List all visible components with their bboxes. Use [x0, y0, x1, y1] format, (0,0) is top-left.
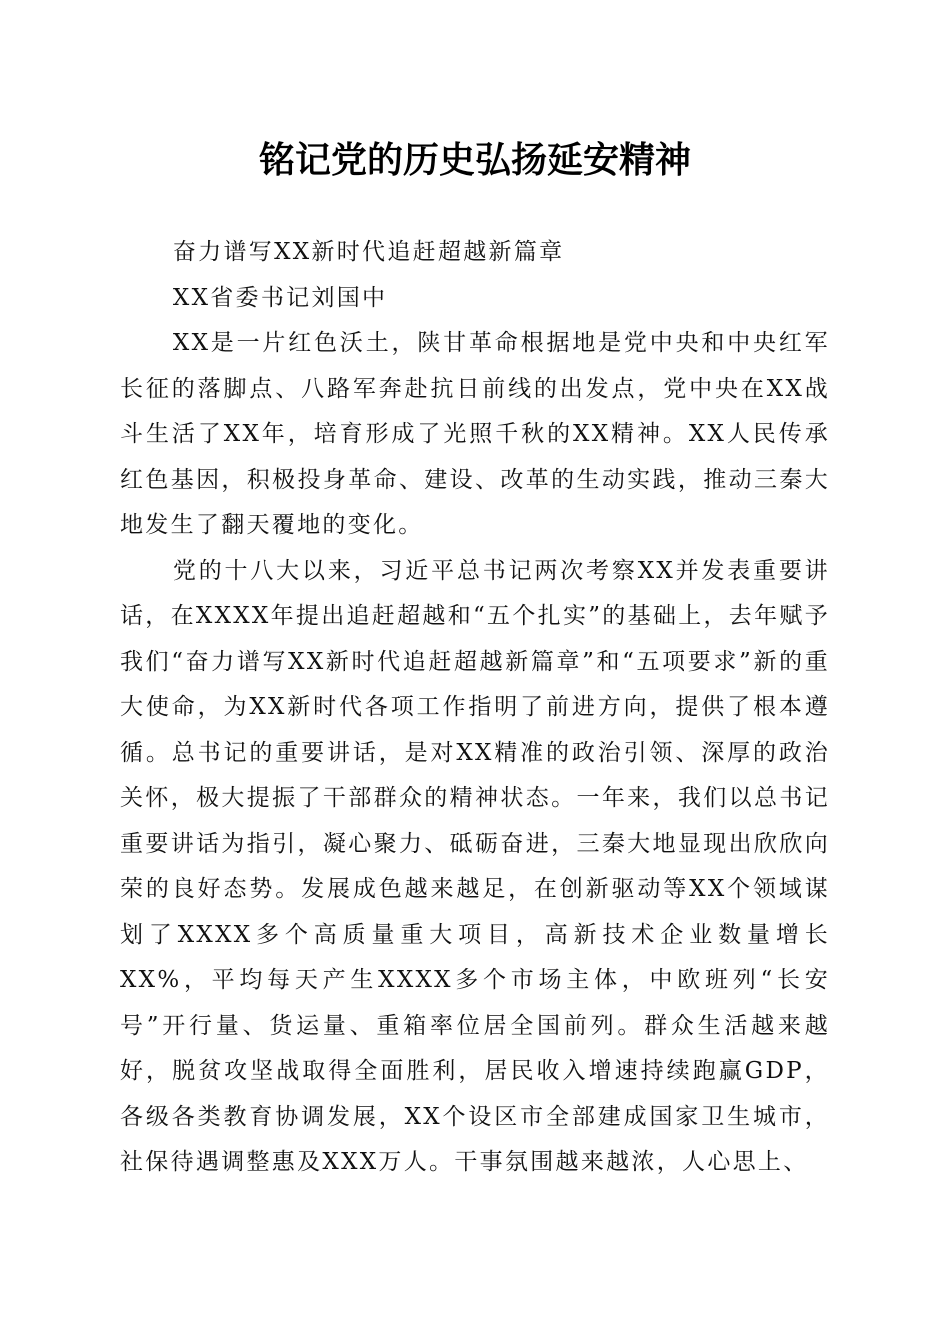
body-paragraph: XX是一片红色沃土，陕甘革命根据地是党中央和中央红军长征的落脚点、八路军奔赴抗日前线的出发点，党中央在XX战斗生活了XX年，培育形成了光照千秋的XX精神。XX人民传承红色基因，积极投身革命、建设、改革的生动实践，推动三秦大地发生了翻天覆地的变化。 — [120, 330, 830, 538]
document-body — [120, 230, 830, 1186]
subtitle-paragraph: 奋力谱写XX新时代追赶超越新篇章 — [172, 239, 565, 265]
author-paragraph: XX省委书记刘国中 — [172, 284, 388, 311]
body-paragraph: 党的十八大以来，习近平总书记两次考察XX并发表重要讲话，在XXXX年提出追赶超越和“五个扎实”的基础上，去年赋予我们“奋力谱写XX新时代追赶超越新篇章”和“五项要求”新的重大使命，为XX新时代各项工作指明了前进方向，提供了根本遵循。总书记的重要讲话，是对XX精准的政治引领、深厚的政治关怀，极大提振了干部群众的精神状态。一年来，我们以总书记重要讲话为指引，凝心聚力、砥砺奋进，三秦大地显现出欣欣向荣的良好态势。发展成色越来越足，在创新驱动等XX个领域谋划了XXXX多个高质量重大项目，高新技术企业数量增长XX%，平均每天产生XXXX多个市场主体，中欧班列“长安号”开行量、货运量、重箱率位居全国前列。群众生活越来越好，脱贫攻坚战取得全面胜利，居民收入增速持续跑赢GDP，各级各类教育协调发展，XX个设区市全部建成国家卫生城市，社保待遇调整惠及XXX万人。干事氛围越来越浓，人心思上、 — [120, 557, 831, 1175]
document-title: 铭记党的历史弘扬延安精神 — [258, 139, 691, 181]
